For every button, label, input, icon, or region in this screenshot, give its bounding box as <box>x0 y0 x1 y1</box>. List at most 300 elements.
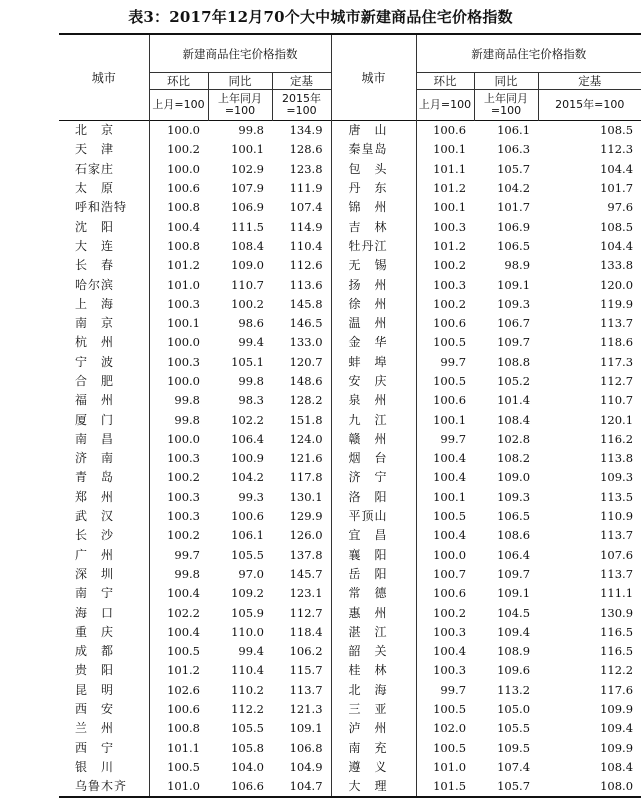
base-right-cell: 107.6 <box>600 547 634 562</box>
table-row <box>59 140 641 159</box>
mom-right-cell: 101.5 <box>433 779 467 794</box>
table-row <box>59 739 641 758</box>
yoy-left-cell: 110.0 <box>231 624 264 639</box>
city-right-cell: 襄 阳 <box>331 546 416 565</box>
yoy-left-cell: 100.1 <box>231 142 264 157</box>
sub-yoy-right <box>474 90 538 121</box>
base-left-cell: 106.8 <box>272 739 331 758</box>
base-right-cell: 113.8 <box>600 451 634 466</box>
sub-yoy-right-text: 上年同月=100 <box>484 92 529 117</box>
city-right-cell: 九 江 <box>331 410 416 429</box>
table-row <box>59 468 641 487</box>
city-left-cell: 福 州 <box>75 393 115 408</box>
yoy-left-cell: 99.8 <box>238 374 264 388</box>
city-left-cell: 天 津 <box>75 142 115 157</box>
mom-right-cell: 100.4 <box>433 470 467 485</box>
mom-right-cell: 100.7 <box>433 566 467 581</box>
mom-right-cell: 100.3 <box>433 663 467 678</box>
yoy-right-cell: 106.9 <box>497 219 531 234</box>
mom-right-cell: 100.5 <box>433 509 467 524</box>
yoy-left-cell: 107.9 <box>231 181 264 196</box>
city-right-cell: 牡丹江 <box>331 237 416 256</box>
yoy-right-cell: 106.4 <box>497 547 531 562</box>
mom-left-cell: 100.3 <box>149 449 208 468</box>
mom-left-cell: 100.5 <box>149 758 208 777</box>
table-row <box>59 488 641 507</box>
base-left-cell: 133.0 <box>272 333 331 352</box>
base-left-cell: 121.6 <box>272 449 331 468</box>
sub-mom-left: 上月=100 <box>149 90 208 121</box>
mom-right-cell: 100.1 <box>433 142 467 157</box>
city-right-cell: 安 庆 <box>331 372 416 391</box>
mom-right-cell: 100.6 <box>433 316 467 331</box>
city-left-cell: 昆 明 <box>75 682 115 697</box>
table-row <box>59 314 641 333</box>
yoy-right-cell: 109.1 <box>497 586 531 601</box>
mom-left-cell: 102.6 <box>149 681 208 700</box>
mom-left-cell: 100.3 <box>149 507 208 526</box>
base-right-cell: 109.9 <box>600 740 634 755</box>
sub-base-left-text: 2015年=100 <box>282 92 322 117</box>
base-left-cell: 145.8 <box>272 295 331 314</box>
city-left-cell: 武 汉 <box>75 509 115 524</box>
mom-right-cell: 101.2 <box>433 238 467 253</box>
mom-left-cell: 100.0 <box>149 333 208 352</box>
yoy-left-cell: 98.6 <box>238 316 264 331</box>
table-row <box>59 700 641 719</box>
base-right-cell: 112.7 <box>600 374 634 388</box>
yoy-left-cell: 104.0 <box>231 759 264 774</box>
city-left-cell: 南 宁 <box>75 586 115 601</box>
mom-right-cell: 102.0 <box>433 721 467 736</box>
base-right-cell: 113.7 <box>600 316 634 331</box>
yoy-left-cell: 108.4 <box>231 238 264 253</box>
base-right-cell: 112.3 <box>600 142 634 157</box>
city-left-cell: 海 口 <box>75 605 115 620</box>
mom-right-cell: 100.5 <box>433 702 467 717</box>
base-left-cell: 130.1 <box>272 488 331 507</box>
table-row <box>59 526 641 545</box>
city-right-cell: 济 宁 <box>331 468 416 487</box>
yoy-right-cell: 108.4 <box>497 412 531 427</box>
table-row <box>59 198 641 217</box>
table-row <box>59 179 641 198</box>
mom-left-cell: 100.3 <box>149 488 208 507</box>
yoy-right-cell: 106.7 <box>497 316 531 331</box>
base-right-cell: 101.7 <box>600 181 634 196</box>
base-left-cell: 146.5 <box>272 314 331 333</box>
yoy-right-cell: 109.7 <box>497 566 531 581</box>
table-row <box>59 661 641 680</box>
table-row <box>59 237 641 256</box>
city-left-cell: 贵 阳 <box>75 663 115 678</box>
city-right-cell: 宜 昌 <box>331 526 416 545</box>
city-left-cell: 广 州 <box>75 547 115 562</box>
table-row <box>59 275 641 294</box>
table-row <box>59 623 641 642</box>
yoy-right-cell: 109.5 <box>497 740 531 755</box>
mom-right-cell: 100.5 <box>433 335 467 350</box>
yoy-right-cell: 106.1 <box>497 123 531 138</box>
table-row <box>59 603 641 622</box>
base-left-cell: 107.4 <box>272 198 331 217</box>
sub-base-right <box>538 90 641 121</box>
mom-right-cell: 100.6 <box>433 123 467 138</box>
mom-right-cell: 99.7 <box>440 354 467 369</box>
mom-right-cell: 100.5 <box>433 740 467 755</box>
yoy-left-cell: 99.3 <box>238 489 264 504</box>
mom-right-cell: 100.6 <box>433 393 467 408</box>
city-right-cell: 丹 东 <box>331 179 416 198</box>
mom-right-cell: 100.3 <box>433 277 467 292</box>
col-yoy-left: 同比 <box>208 73 272 90</box>
yoy-left-cell: 106.9 <box>231 200 264 215</box>
yoy-left-cell: 109.0 <box>231 258 264 273</box>
base-left-cell: 126.0 <box>272 526 331 545</box>
city-right-cell: 遵 义 <box>331 758 416 777</box>
sub-base-left <box>272 90 331 121</box>
mom-left-cell: 102.2 <box>149 603 208 622</box>
base-right-cell: 112.2 <box>600 663 634 678</box>
base-left-cell: 145.7 <box>272 565 331 584</box>
sub-yoy-left <box>208 90 272 121</box>
city-header-left: 城市 <box>59 34 149 121</box>
base-right-cell: 117.3 <box>600 354 634 369</box>
city-left-cell: 兰 州 <box>75 721 115 736</box>
group-header-right: 新建商品住宅价格指数 <box>471 46 587 61</box>
city-left-cell: 宁 波 <box>75 354 115 369</box>
city-left-cell: 上 海 <box>75 296 115 311</box>
city-left-cell: 长 春 <box>75 258 115 273</box>
sub-yoy-left-text: 上年同月=100 <box>218 92 262 117</box>
base-right-cell: 109.4 <box>600 721 634 736</box>
mom-left-cell: 100.3 <box>149 295 208 314</box>
yoy-right-cell: 102.8 <box>497 431 531 446</box>
mom-right-cell: 100.3 <box>433 624 467 639</box>
table-row <box>59 584 641 603</box>
city-left-cell: 南 昌 <box>75 431 115 446</box>
base-right-cell: 130.9 <box>600 605 634 620</box>
base-left-cell: 111.9 <box>272 179 331 198</box>
city-right-cell: 三 亚 <box>331 700 416 719</box>
city-right-cell: 北 海 <box>331 681 416 700</box>
mom-right-cell: 99.7 <box>440 682 467 697</box>
base-right-cell: 116.5 <box>600 624 634 639</box>
yoy-left-cell: 105.8 <box>231 740 264 755</box>
mom-right-cell: 100.2 <box>433 258 467 273</box>
mom-left-cell: 100.4 <box>149 217 208 236</box>
city-left-cell: 哈尔滨 <box>75 277 115 292</box>
yoy-left-cell: 105.9 <box>231 605 264 620</box>
group-header-left: 新建商品住宅价格指数 <box>149 34 331 73</box>
base-left-cell: 129.9 <box>272 507 331 526</box>
base-right-cell: 113.7 <box>600 528 634 543</box>
mom-left-cell: 100.3 <box>149 353 208 372</box>
mom-left-cell: 101.2 <box>149 256 208 275</box>
city-right-cell: 桂 林 <box>331 661 416 680</box>
mom-left-cell: 100.4 <box>149 584 208 603</box>
yoy-left-cell: 105.5 <box>231 547 264 562</box>
base-right-cell: 133.8 <box>600 258 634 273</box>
yoy-left-cell: 106.6 <box>231 779 264 794</box>
yoy-right-cell: 106.5 <box>497 238 531 253</box>
yoy-right-cell: 109.4 <box>497 624 531 639</box>
yoy-right-cell: 108.2 <box>497 451 531 466</box>
base-right-cell: 116.5 <box>600 644 634 659</box>
mom-right-cell: 100.1 <box>433 200 467 215</box>
city-right-cell: 泉 州 <box>331 391 416 410</box>
base-left-cell: 123.8 <box>272 160 331 179</box>
yoy-right-cell: 105.7 <box>497 779 531 794</box>
city-left-cell: 郑 州 <box>75 489 115 504</box>
yoy-right-cell: 98.9 <box>504 258 531 273</box>
city-right-cell: 锦 州 <box>331 198 416 217</box>
yoy-right-cell: 108.8 <box>497 354 531 369</box>
table-row <box>59 430 641 449</box>
city-right-cell: 秦皇岛 <box>331 140 416 159</box>
base-left-cell: 124.0 <box>272 430 331 449</box>
base-right-cell: 113.5 <box>600 489 634 504</box>
col-mom-left: 环比 <box>149 73 208 90</box>
yoy-right-cell: 108.9 <box>497 644 531 659</box>
mom-left-cell: 100.0 <box>149 372 208 391</box>
city-left-cell: 呼和浩特 <box>75 200 128 215</box>
mom-left-cell: 100.6 <box>149 179 208 198</box>
yoy-left-cell: 106.4 <box>231 431 264 446</box>
yoy-left-cell: 110.2 <box>231 682 264 697</box>
yoy-right-cell: 109.6 <box>497 663 531 678</box>
yoy-right-cell: 108.6 <box>497 528 531 543</box>
city-left-cell: 大 连 <box>75 238 115 253</box>
price-index-table <box>59 33 641 798</box>
yoy-right-cell: 109.7 <box>497 335 531 350</box>
table-row <box>59 333 641 352</box>
mom-left-cell: 100.0 <box>149 430 208 449</box>
yoy-left-cell: 97.0 <box>238 566 264 581</box>
mom-right-cell: 100.4 <box>433 644 467 659</box>
base-left-cell: 128.6 <box>272 140 331 159</box>
table-row <box>59 372 641 391</box>
table-row <box>59 217 641 236</box>
mom-left-cell: 99.8 <box>149 410 208 429</box>
mom-left-cell: 100.5 <box>149 642 208 661</box>
base-right-cell: 108.5 <box>600 123 634 138</box>
mom-right-cell: 100.4 <box>433 528 467 543</box>
city-left-cell: 西 安 <box>75 702 115 717</box>
mom-left-cell: 100.2 <box>149 140 208 159</box>
table-row <box>59 565 641 584</box>
base-right-cell: 120.1 <box>600 412 634 427</box>
base-right-cell: 97.6 <box>607 200 634 215</box>
mom-right-cell: 101.2 <box>433 181 467 196</box>
yoy-right-cell: 107.4 <box>497 759 531 774</box>
base-right-cell: 116.2 <box>600 431 634 446</box>
table-body <box>59 121 641 798</box>
base-right-cell: 120.0 <box>600 277 634 292</box>
table-row <box>59 410 641 429</box>
base-left-cell: 104.7 <box>272 777 331 797</box>
base-right-cell: 104.4 <box>600 238 634 253</box>
base-left-cell: 113.7 <box>272 681 331 700</box>
table-row <box>59 295 641 314</box>
city-right-cell: 唐 山 <box>331 121 416 141</box>
city-right-cell: 湛 江 <box>331 623 416 642</box>
table-row <box>59 256 641 275</box>
city-right-cell: 韶 关 <box>331 642 416 661</box>
mom-left-cell: 101.0 <box>149 275 208 294</box>
city-right-cell: 吉 林 <box>331 217 416 236</box>
base-left-cell: 118.4 <box>272 623 331 642</box>
city-left-cell: 沈 阳 <box>75 219 115 234</box>
mom-left-cell: 100.8 <box>149 719 208 738</box>
mom-left-cell: 100.6 <box>149 700 208 719</box>
base-right-cell: 118.6 <box>600 335 634 350</box>
yoy-right-cell: 104.5 <box>497 605 531 620</box>
mom-left-cell: 100.2 <box>149 468 208 487</box>
yoy-left-cell: 99.8 <box>238 123 264 138</box>
mom-left-cell: 100.0 <box>149 160 208 179</box>
table-row <box>59 546 641 565</box>
base-right-cell: 110.9 <box>600 509 634 524</box>
yoy-right-cell: 106.3 <box>497 142 531 157</box>
yoy-right-cell: 105.7 <box>497 161 531 176</box>
mom-right-cell: 100.2 <box>433 605 467 620</box>
mom-left-cell: 101.0 <box>149 777 208 797</box>
table-row <box>59 353 641 372</box>
base-right-cell: 113.7 <box>600 566 634 581</box>
mom-right-cell: 100.6 <box>433 586 467 601</box>
mom-left-cell: 99.8 <box>149 391 208 410</box>
mom-left-cell: 99.8 <box>149 565 208 584</box>
table-header <box>59 34 641 121</box>
base-left-cell: 113.6 <box>272 275 331 294</box>
sub-base-right-text: 2015年=100 <box>555 98 625 111</box>
yoy-right-cell: 106.5 <box>497 509 531 524</box>
city-right-cell: 蚌 埠 <box>331 353 416 372</box>
city-right-cell: 平顶山 <box>331 507 416 526</box>
table-row <box>59 777 641 797</box>
table-row <box>59 507 641 526</box>
mom-right-cell: 100.1 <box>433 489 467 504</box>
base-left-cell: 123.1 <box>272 584 331 603</box>
mom-left-cell: 100.1 <box>149 314 208 333</box>
city-right-cell: 温 州 <box>331 314 416 333</box>
mom-right-cell: 101.1 <box>433 161 467 176</box>
city-right-cell: 烟 台 <box>331 449 416 468</box>
mom-right-cell: 101.0 <box>433 759 467 774</box>
city-right-cell: 南 充 <box>331 739 416 758</box>
yoy-left-cell: 111.5 <box>231 219 264 234</box>
base-left-cell: 104.9 <box>272 758 331 777</box>
city-right-cell: 徐 州 <box>331 295 416 314</box>
base-left-cell: 121.3 <box>272 700 331 719</box>
col-base-right: 定基 <box>538 73 641 90</box>
table-row <box>59 449 641 468</box>
base-left-cell: 137.8 <box>272 546 331 565</box>
mom-right-cell: 100.0 <box>433 547 467 562</box>
base-left-cell: 106.2 <box>272 642 331 661</box>
base-right-cell: 109.3 <box>600 470 634 485</box>
yoy-left-cell: 100.6 <box>231 509 264 524</box>
yoy-right-cell: 105.5 <box>497 721 531 736</box>
mom-right-cell: 100.4 <box>433 451 467 466</box>
city-right-cell: 包 头 <box>331 160 416 179</box>
yoy-left-cell: 110.4 <box>231 663 264 678</box>
mom-right-cell: 100.5 <box>433 374 467 388</box>
yoy-left-cell: 105.5 <box>231 721 264 736</box>
base-left-cell: 151.8 <box>272 410 331 429</box>
col-yoy-right: 同比 <box>474 73 538 90</box>
city-right-cell: 扬 州 <box>331 275 416 294</box>
yoy-left-cell: 100.9 <box>231 451 264 466</box>
base-right-cell: 104.4 <box>600 161 634 176</box>
base-right-cell: 119.9 <box>600 296 634 311</box>
city-left-cell: 杭 州 <box>75 335 115 350</box>
mom-left-cell: 100.0 <box>149 121 208 141</box>
base-left-cell: 114.9 <box>272 217 331 236</box>
mom-left-cell: 100.8 <box>149 198 208 217</box>
city-left-cell: 太 原 <box>75 181 115 196</box>
table-title: 表3：2017年12月70个大中城市新建商品住宅价格指数 <box>128 8 513 26</box>
base-left-cell: 109.1 <box>272 719 331 738</box>
yoy-left-cell: 99.4 <box>238 335 264 350</box>
base-right-cell: 117.6 <box>600 682 634 697</box>
city-left-cell: 银 川 <box>75 759 115 774</box>
yoy-right-cell: 109.1 <box>497 277 531 292</box>
table-row <box>59 681 641 700</box>
yoy-left-cell: 102.9 <box>231 161 264 176</box>
base-left-cell: 117.8 <box>272 468 331 487</box>
city-right-cell: 洛 阳 <box>331 488 416 507</box>
base-right-cell: 108.4 <box>600 759 634 774</box>
yoy-right-cell: 109.3 <box>497 296 531 311</box>
yoy-left-cell: 102.2 <box>231 412 264 427</box>
yoy-right-cell: 105.0 <box>497 702 531 717</box>
yoy-left-cell: 109.2 <box>231 586 264 601</box>
yoy-left-cell: 112.2 <box>231 702 264 717</box>
city-left-cell: 青 岛 <box>75 470 115 485</box>
base-right-cell: 110.7 <box>600 393 634 408</box>
table-row <box>59 391 641 410</box>
yoy-left-cell: 110.7 <box>231 277 264 292</box>
city-left-cell: 深 圳 <box>75 566 115 581</box>
yoy-left-cell: 105.1 <box>231 354 264 369</box>
city-right-cell: 无 锡 <box>331 256 416 275</box>
base-right-cell: 108.0 <box>600 779 634 794</box>
yoy-left-cell: 100.2 <box>231 296 264 311</box>
city-left-cell: 乌鲁木齐 <box>75 779 128 794</box>
mom-left-cell: 100.4 <box>149 623 208 642</box>
mom-right-cell: 100.1 <box>433 412 467 427</box>
base-left-cell: 110.4 <box>272 237 331 256</box>
city-left-cell: 西 宁 <box>75 740 115 755</box>
table-row <box>59 758 641 777</box>
base-left-cell: 112.7 <box>272 603 331 622</box>
mom-left-cell: 100.8 <box>149 237 208 256</box>
city-left-cell: 北 京 <box>75 123 115 138</box>
city-left-cell: 合 肥 <box>75 374 115 388</box>
city-left-cell: 长 沙 <box>75 528 115 543</box>
city-right-cell: 赣 州 <box>331 430 416 449</box>
base-right-cell: 111.1 <box>600 586 634 601</box>
city-left-cell: 石家庄 <box>75 161 115 176</box>
city-right-cell: 岳 阳 <box>331 565 416 584</box>
sub-mom-right: 上月=100 <box>416 90 474 121</box>
city-header-right: 城市 <box>331 34 416 121</box>
city-left-cell: 重 庆 <box>75 624 115 639</box>
mom-left-cell: 99.7 <box>149 546 208 565</box>
yoy-left-cell: 99.4 <box>238 644 264 659</box>
